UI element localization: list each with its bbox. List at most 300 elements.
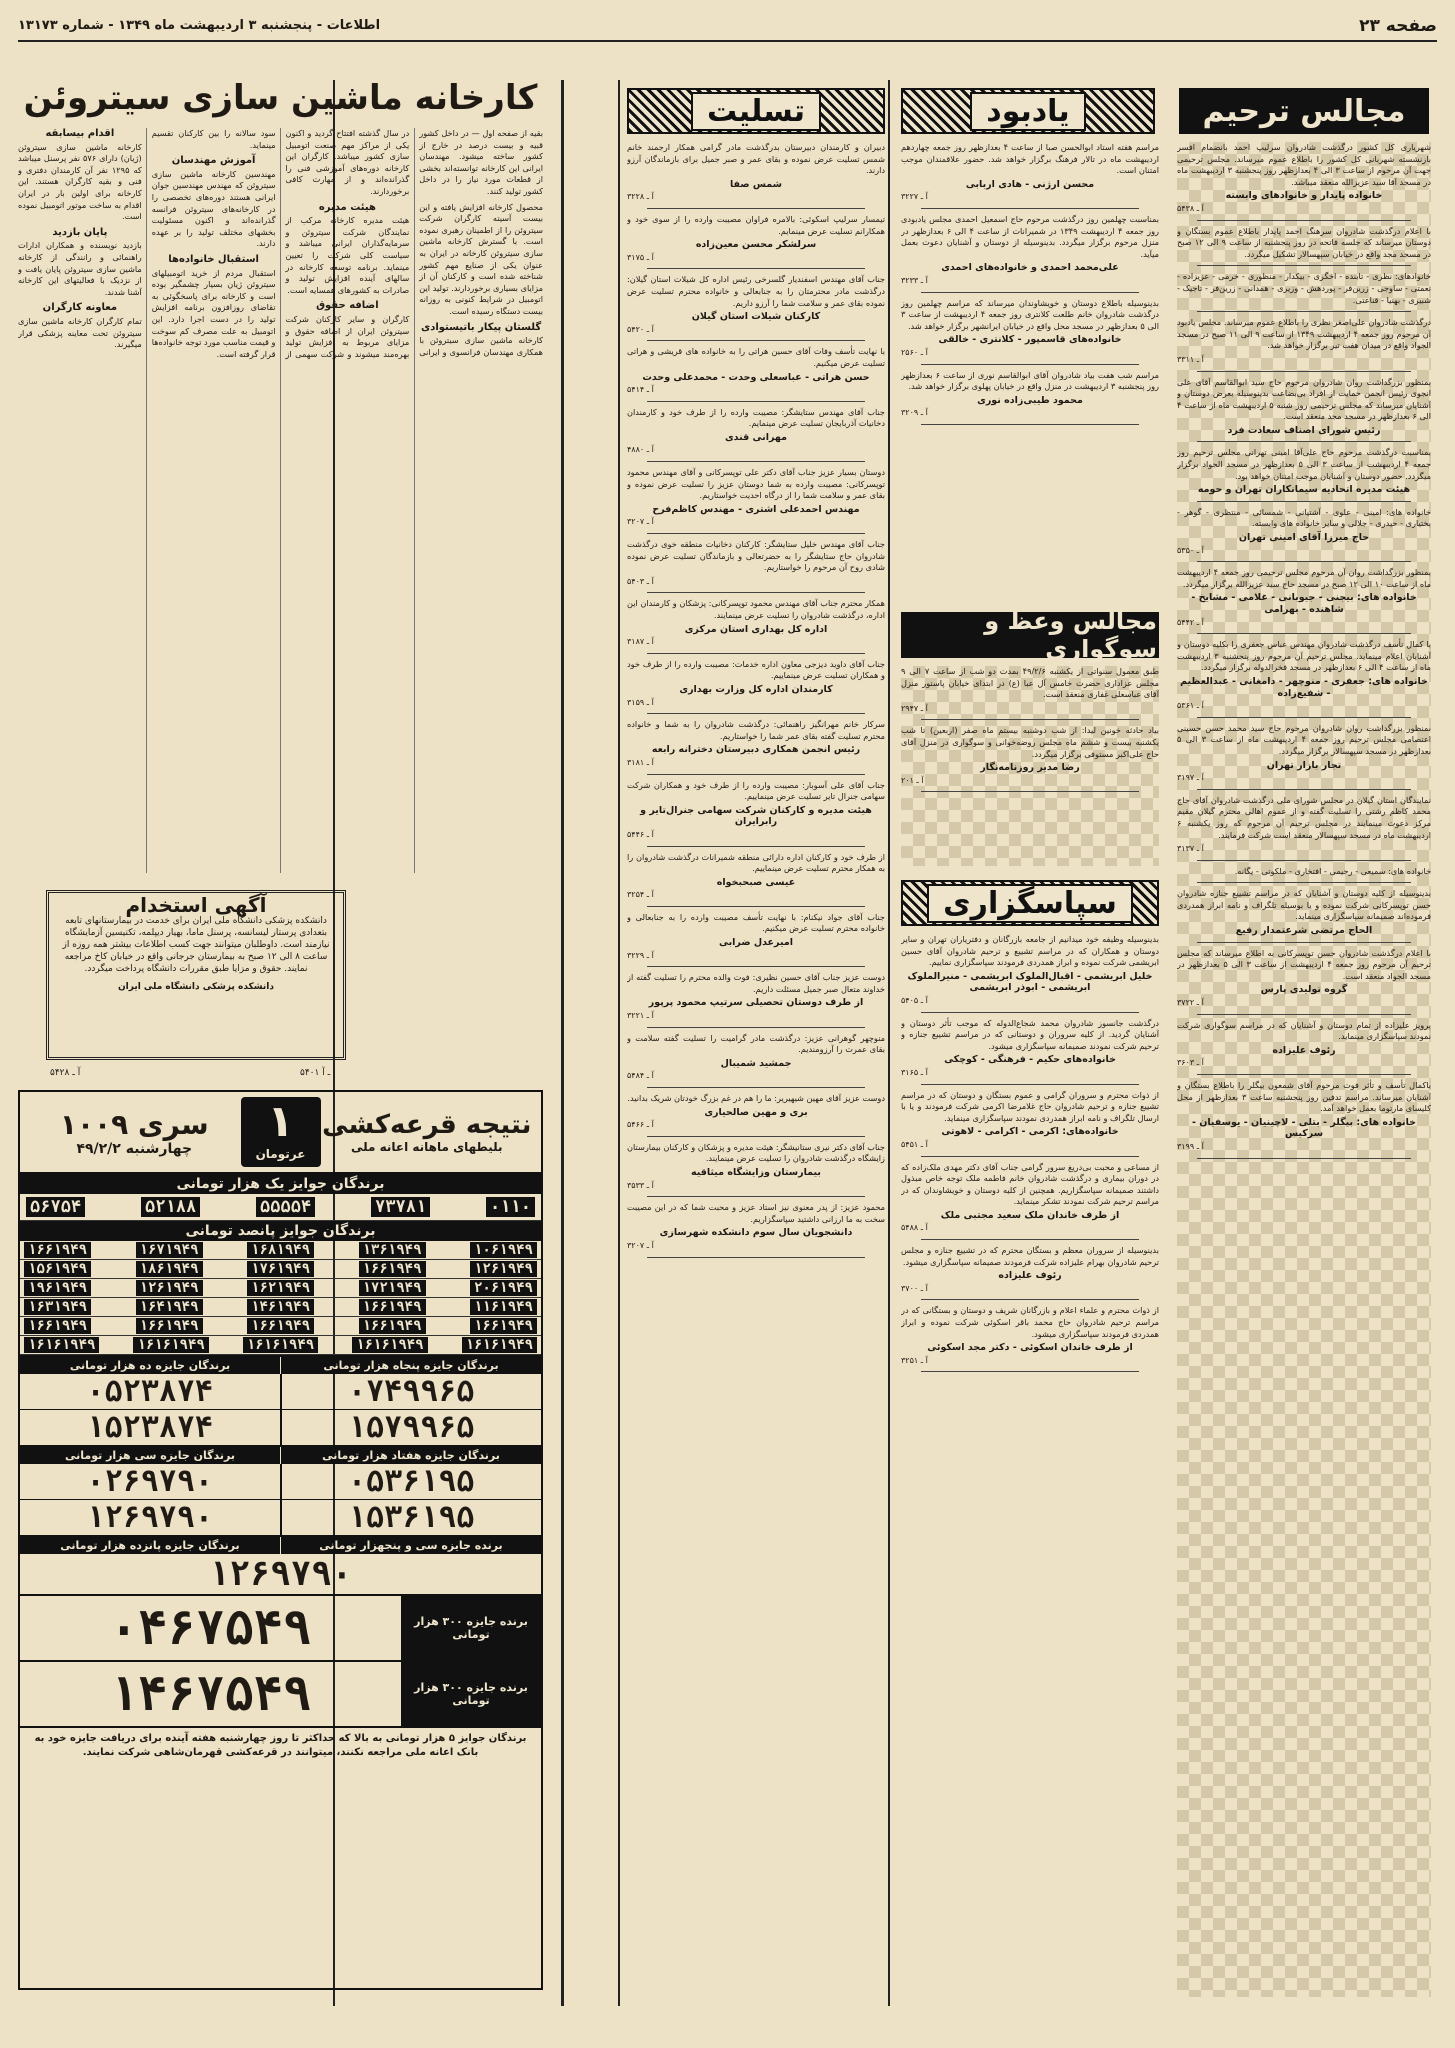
notice-separator (921, 364, 1139, 365)
section-banner-memorial (901, 88, 1155, 134)
notice-text: تیمسار سرلیپ اسکوئی: بالامره فراوان مصیبت وارده را از سوی خود و همکارانم تسلیت عرض مینمایم. (627, 213, 885, 236)
prize-500-number: ۱۶۶۱۹۴۹ (359, 1261, 426, 1277)
notice (627, 214, 885, 263)
prize-row (20, 1409, 541, 1445)
notice (901, 1090, 1159, 1151)
notice-code: آ ـ ۳۷۰۰ (901, 1283, 928, 1293)
col2-thanks-notices (901, 934, 1159, 1999)
notice-code: آ ـ ۳۱۸۷ (627, 637, 654, 647)
grand-prize-row (20, 1594, 541, 1660)
notice (901, 1245, 1159, 1294)
notice-text: بمناسبت درگذشت مرحوم حاج علی‌آقا امینی تهرانی مجلس ترحیم روز جمعه ۴ اردیبهشت از ساعت ۳ الی ۵ بعدازظهر در مسجد الجواد برگزار میگردد. حضور دوستان و آشنایان موجب امتنان خواهد بود. (1177, 447, 1431, 481)
notice-code: آ ـ ۳۶۰۳ (1177, 1058, 1204, 1068)
prize-500-number: ۱۳۶۱۹۴۹ (359, 1242, 426, 1258)
lottery-subtitle: بلیطهای ماهانه اعانه ملی (350, 1140, 503, 1154)
prize-number: ۱۲۶۹۷۹۰ (86, 1500, 213, 1535)
notice-separator (647, 653, 865, 654)
notice-separator (647, 592, 865, 593)
notice-separator (1197, 371, 1411, 372)
prize-500-number: ۱۹۶۱۹۴۹ (24, 1280, 91, 1296)
notice (1177, 447, 1431, 495)
notice (1177, 795, 1431, 855)
notice-text: دوست عزیز جناب آقای حسین نظیری: فوت والده محترم را تسلیت گفته از خداوند متعال صبر جمیل مسئلت داریم. (627, 972, 885, 994)
notice-text: با اعلام درگذشت شادروان سرهنگ احمد پایدار باطلاع عموم بستگان و دوستان میرساند که جلسه فاتحه در روز پنجشنبه از ساعت ۹ الی ۱۲ صبح در مسجد مجد واقع در خیابان سپهسالار تشکیل میگردد. (1177, 225, 1431, 259)
notice-separator (647, 846, 865, 847)
notice-signature: بری و مهین صالحیاری (704, 1106, 808, 1118)
lottery-title: نتیجه قرعه‌کشی (322, 1110, 532, 1140)
lottery-header (20, 1092, 541, 1174)
notice-code: آ ـ ۵۴۸۸ (901, 1223, 928, 1233)
prize-500-number: ۱۶۱۶۱۹۴۹ (24, 1337, 99, 1353)
ad-title: آگهی استخدام (125, 893, 267, 917)
notice-text: از مساعی و محبت بی‌دریغ سرور گرامی جناب آقای دکتر مهدی ملک‌زاده که در دوران بیماری و درگذشت شادروان خانم فاطمه ملک توجه خاص مبذول داشتند صمیمانه سپاسگزاریم. همچنین از کلیه دوستان و خویشاوندان که در مراسم ترحیم شرکت نمودند تشکر مینماید. (901, 1161, 1159, 1207)
notice-code: آ ـ ۳۲۰۹ (901, 408, 928, 418)
notice-signature: کارکنان شیلات استان گیلان (691, 311, 821, 323)
notice-separator (647, 1257, 865, 1258)
notice-text: بدینوسیله وظیفه خود میدانیم از جامعه بازرگانان و دفتریاران تهران و سایر دوستان و همکاران که در مراسم تشییع و ترحیم شادروان آقای حسین ابریشمی شرکت نموده و ابراز همدردی فرمودند سپاسگزاری نماییم. (901, 934, 1159, 968)
prize-500-number: ۱۶۶۱۹۴۹ (24, 1242, 91, 1258)
notice-text: جناب آقای مهندس اسفندیار گلسرخی رئیس اداره کل شیلات استان گیلان: درگذشت مادر محترمتان را به جنابعالی و خانواده محترم تسلیت عرض نموده بقای عمر و سلامت شما را آرزو داریم. (627, 274, 885, 308)
notice-code: آ ـ ۵۳۶۱ (1177, 701, 1204, 711)
ad-text: دانشکده پزشکی دانشگاه ملی ایران برای خدمت در بیمارستانهای تابعه بتعدادی پرستار لیسانسه، پرسنل ماما، بهیار دیپلمه، تکنیسین آزمایشگاه نیازمند است. داوطلبان میتوانند جهت کسب اطلاعات بیشتر همه روزه از ساعت ۸ الی ۱۲ صبح به بیمارستان جرجانی واقع در خیابان کاخ مراجعه نمایند. حقوق و مزایا طبق مقررات دانشگاه پرداخت میگردد. (62, 916, 330, 974)
prize-500-number: ۱۶۶۱۹۴۹ (470, 1318, 537, 1334)
prize-500-grid (20, 1241, 541, 1355)
badge-text: عرتومان (255, 1147, 306, 1161)
notice-code: آ ـ ۳۲۲۹ (627, 950, 654, 960)
grand-prize-number: ۰۴۶۷۵۴۹ (109, 1600, 312, 1656)
notice-separator (1197, 561, 1411, 562)
page-header (18, 14, 1437, 42)
notice-signature: خانواده های: بیگلر - بتلی - لاچینیان - یوسفیان - سرکیس (1191, 1116, 1417, 1140)
notice-code: آ ـ ۳۱۸۱ (627, 757, 654, 767)
lottery-series: سری ۱۰۰۹ (59, 1107, 209, 1141)
prize-500-number: ۱۷۶۱۹۴۹ (247, 1261, 314, 1277)
prize-bar-500: برندگان جوایز پانصد تومانی (20, 1221, 541, 1241)
lottery-footer: برندگان جوایز ۵ هزار تومانی به بالا که حداکثر تا روز چهارشنبه هفته آینده برای دریافت جایزه خود به بانک اعانه ملی مراجعه نکنند، میتوانند در قرعه‌کشی قهرمان‌شاهی شرکت نمایند. (20, 1726, 541, 1764)
col2-mourning-notices (901, 666, 1159, 866)
prize-500-row (20, 1336, 541, 1355)
notice-text: جناب آقای جواد نیکنام: با نهایت تأسف مصیبت وارده را به جنابعالی و خانواده محترم تسلیت عرض میکنیم. (627, 911, 885, 934)
notice-signature: امیرعدل ضرابی (719, 937, 793, 949)
notice-separator (1197, 789, 1411, 790)
prize-500-number: ۱۶۱۶۱۹۴۹ (243, 1337, 318, 1353)
notice-separator (647, 713, 865, 714)
prize-500-number: ۱۶۱۶۱۹۴۹ (462, 1337, 537, 1353)
prize-500-row (20, 1317, 541, 1336)
notice-text: بمناسبت چهلمین روز درگذشت مرحوم حاج اسمعیل احمدی مجلس یادبودی روز جمعه ۴ اردیبهشت ۱۳۴۹ در شمیرانات از ساعت ۴ الی ۶ بعدازظهر در منزل مرحوم برگزار میگردد. بدینوسیله از دوستان و آشنایان دعوت بعمل میآید. (901, 213, 1159, 259)
prize-500-number: ۱۱۶۱۹۴۹ (470, 1299, 537, 1315)
notice-signature: اداره کل بهداری استان مرکزی (684, 623, 828, 635)
notice (901, 370, 1159, 419)
prize-number: ۰۲۶۹۷۹۰ (86, 1464, 213, 1499)
notice-text: طبق معمول سنواتی از یکشنبه ۴۹/۲/۶ بمدت دو شب از ساعت ۷ الی ۹ مجلس عزاداری حضرت خامس آل عبا (ع) در ابتدای خیابان پاستور منزل آقای عباسعلی غفاری منعقد است. (901, 666, 1159, 700)
notice-signature: رضا مدیر روزنامه‌نگار (980, 762, 1080, 774)
notice-signature: حاج میرزا آقای امینی تهران (1238, 532, 1370, 544)
notice-separator (647, 966, 865, 967)
notice-separator (921, 424, 1139, 425)
issue-info: اطلاعات - پنجشنبه ۳ اردیبهشت ماه ۱۳۴۹ - شماره ۱۳۱۷۳ (18, 18, 381, 33)
notice (1177, 723, 1431, 784)
notice-code: آ ـ ۵۴۸۴ (627, 1071, 654, 1081)
prize-labels-row (20, 1445, 541, 1464)
notice (901, 934, 1159, 1007)
prize-number: ۰۷۴۹۹۶۵ (280, 1374, 542, 1409)
notice-code: آ ـ ۳۷۲۲ (1177, 998, 1204, 1008)
prize-labels-row (20, 1535, 541, 1554)
article-subheading: گلستان پیکار باتیستوادی (421, 321, 542, 333)
notice-code: آ ـ ۵۴۳۸ (1177, 203, 1204, 213)
notice-separator (647, 906, 865, 907)
notice (627, 467, 885, 528)
divider (888, 80, 890, 2006)
prize-1000-number: ۵۵۵۵۴ (256, 1197, 315, 1217)
prize-500-number: ۱۶۶۱۹۴۹ (247, 1318, 314, 1334)
prize-label: برندگان جایزه پنجاه هزار تومانی (280, 1357, 541, 1374)
notice-text: نمایندگان استان گیلان در مجلس شورای ملی درگذشت شادروان آقای حاج محمد کاظم رشتی را تسلیت گفته و از عموم اهالی محترم گیلان مقیم مرکز دعوت مینمایند در مجلس ترحیم آن مرحوم که روز یکشنبه ۶ اردیبهشت ماه در مسجد سپهسالار منعقد است شرکت فرمایند. (1177, 794, 1431, 840)
notice-separator (921, 208, 1139, 209)
notice (901, 1162, 1159, 1235)
notice-code: آ ـ ۳۵۳۳ (627, 1180, 654, 1190)
notice-separator (1197, 942, 1411, 943)
notice-text: همکار محترم جناب آقای مهندس محمود توپسرکانی: پزشکان و کارمندان این اداره، درگذشت شادروان را تسلیت عرض مینمایند. (627, 598, 885, 620)
notice-signature: کارمندان اداره کل وزارت بهداری (679, 683, 833, 695)
prize-number: ۱۵۳۶۱۹۵ (280, 1500, 542, 1535)
notice-text: از ذوات محترم و علماء اعلام و بازرگانان شریف و دوستان و بستگانی که در مراسم ترحیم شادروان حاج محمد باقر اسکوئی شرکت نموده و ابراز همدردی فرمودند سپاسگزاری میشود. (901, 1305, 1159, 1339)
prize-500-number: ۱۴۶۱۹۴۹ (247, 1299, 314, 1315)
notice-signature: رئیس شورای اصناف سعادت فرد (1227, 424, 1381, 436)
notice-separator (1197, 1074, 1411, 1075)
notice-code: آ ـ ۳۱۵۹ (627, 697, 654, 707)
notice-signature: خانواده پایدار و خانوادهای وابسته (1225, 190, 1383, 202)
notice-code: آ ـ ۳۲۲۱ (627, 1011, 654, 1021)
notice-code: آ ـ ۵۴۴۲ (1177, 617, 1204, 627)
notice-separator (647, 340, 865, 341)
notice-code: آ ـ ۳۲۵۴ (627, 890, 654, 900)
notice-signature: الحاج مرتضی شرعتمدار رفیع (1235, 925, 1373, 937)
notice-separator (647, 533, 865, 534)
divider (618, 80, 620, 2006)
notice-code: آ ـ ۵۴۰۳ (627, 576, 654, 586)
prize-500-number: ۱۶۶۱۹۴۹ (136, 1318, 203, 1334)
notice-separator (1197, 1158, 1411, 1159)
grand-prize-label: برنده جایزه ۳۰۰ هزار تومانی (401, 1662, 541, 1726)
notice-code: آ ـ ۵۴۰۵ (901, 995, 928, 1005)
notice-code: آ ـ ۵۴۱۴ (627, 385, 654, 395)
notice-signature: هیئت مدیره و کارکنان شرکت سهامی جنرال‌تایر و رابرایران (640, 804, 872, 828)
notice (627, 912, 885, 961)
notice-text: منوچهر گوهرانی عزیز: درگذشت مادر گرامیت را تسلیت گفته سلامت و بقای عمرت را آرزومندیم. (627, 1032, 885, 1055)
notice-code: آ ـ ۳۱۶۵ (901, 1067, 928, 1077)
prize-500-number: ۱۶۳۱۹۴۹ (24, 1299, 91, 1315)
notice-text: پرویز علیزاده از تمام دوستان و آشنایان که در مراسم سوگواری شرکت نمودند سپاسگزاری مینماید. (1177, 1019, 1431, 1042)
section-banner-condolence-meetings (1179, 88, 1429, 134)
notice-signature: از طرف خاندان ملک سعید مجتبی ملک (940, 1209, 1120, 1221)
notice-signature: خانواده‌های حکیم - فرهنگی - کوچکی (944, 1054, 1116, 1066)
prize-number: ۱۵۷۹۹۶۵ (280, 1410, 542, 1445)
notice (1177, 1020, 1431, 1069)
prize-label: برندگان جایزه هفتاد هزار تومانی (280, 1447, 541, 1464)
prize-number: ۰۵۲۳۸۷۴ (86, 1374, 213, 1409)
article-headline: کارخانه ماشین سازی سیتروئن (23, 78, 538, 118)
notice-separator (921, 1156, 1139, 1157)
notice-code: آ ـ ۵۳۵۰ (1177, 545, 1204, 555)
prize-label: برندگان جایزه ده هزار تومانی (20, 1357, 280, 1374)
notice-text: بیاد حادثه خونین لیدا: از شب دوشنبه بیستم ماه صفر (اربعین) تا شب یکشنبه بیست و ششم ماه مجلس روضه‌خوانی و سوگواری در منزل آقای حاج علی‌اکبر مستوفی برگزار میگردد. (901, 725, 1159, 759)
prize-500-number: ۱۶۶۱۹۴۹ (359, 1299, 426, 1315)
notice-code: آ ـ ۳۱۹۷ (1177, 773, 1204, 783)
notice (1177, 317, 1431, 365)
article-paragraph: هیئت مدیره کارخانه مرکب از نمایندگان شرکت سیتروئن و سرمایه‌گذاران ایرانی میباشد و سیاست کلی شرکت را تعیین مینماید. برنامه توسعه کارخانه در سالهای آینده افزایش تولید و صادرات به کشورهای همسایه است. (285, 215, 410, 295)
notice (1177, 639, 1431, 712)
notice (627, 1033, 885, 1082)
notice-separator (921, 1012, 1139, 1013)
notice-text: جناب آقای داوید دیزجی معاون اداره خدمات: مصیبت وارده را از طرف خود و همکاران تسلیت عرض مینماییم. (627, 658, 885, 681)
notice-separator (1197, 633, 1411, 634)
notice-code: آ ـ ۳۲۲۸ (627, 192, 654, 202)
prize-label: برنده جایزه سی و پنجهزار تومانی (280, 1537, 541, 1554)
notice-text: بدینوسیله باطلاع دوستان و خویشاوندان میرساند که مراسم چهلمین روز درگذشت شادروان خانم طلعت کلانتری روز جمعه ۴ اردیبهشت از ساعت ۳ الی ۵ بعدازظهر در مسجد محل واقع در خیابان ایرانشهر برگزار خواهد شد. (901, 297, 1159, 331)
notice-code: آ ـ ۳۲۰۷ (627, 517, 654, 527)
notice-separator (1197, 882, 1411, 883)
notice-text: با اعلام درگذشت شادروان حسن توپسرکانی به اطلاع میرساند که مجلس ترحیم آن مرحوم روز جمعه ۴ اردیبهشت از ساعت ۳ الی ۵ بعدازظهر در مسجد الجواد منعقد است. (1177, 947, 1431, 981)
notice (1177, 567, 1431, 628)
notice-text: جناب آقای مهندس ستایشگر: مصیبت وارده را از طرف خود و کارمندان دخانیات آذربایجان تسلیت عرض مینمایم. (627, 406, 885, 429)
notice-text: با کمال تأسف درگذشت شادروان مهندس عباس جعفری را بکلیه دوستان و آشنایان اعلام مینماید. مجلس ترحیم آن مرحوم روز پنجشنبه ۳ اردیبهشت ماه از ساعت ۴ الی ۶ بعدازظهر در مسجد فخرالدوله برگزار میگردد. (1177, 639, 1431, 673)
notice-text: بمنظور بزرگداشت روان شادروان مرحوم حاج سید ابوالقاسم آقای علی انجوی رئیس انجمن حمایت از افراد بی‌بضاعت بدینوسیله بعرض دوستان و آشنایان میرساند که مجلس ترحیمی روز شنبه ۵ اردیبهشت ماه از ساعت ۴ الی ۶ بعدازظهر در مسجد مجد منعقد است. (1177, 376, 1431, 422)
notice (627, 780, 885, 841)
notice-text: دوستان بسیار عزیز جناب آقای دکتر علی توپسرکانی و آقای مهندس محمود توپسرکانی: مصیبت وارده به شما دوستان عزیز را تسلیت عرض نموده و بقای عمر و سلامت شما را از درگاه احدیت خواستاریم. (627, 467, 885, 501)
notice-text: جناب آقای دکتر نیری ستانیشگر: هیئت مدیره و پزشکان و کارکنان بیمارستان زایشگاه درگذشت شادروان را تسلیت عرض مینمایند. (627, 1141, 885, 1164)
notice-code: آ ـ ۳۱۳۷ (1177, 844, 1204, 854)
article-subheading: پایان بازدید (52, 226, 108, 238)
notice-separator (1197, 717, 1411, 718)
article-paragraph: کارخانه ماشین سازی سیتروئن با همکاری مهندسان فرانسوی و ایرانی در سال گذشته افتتاح گردید و اکنون یکی از مراکز مهم صنعت اتومبیل سازی کشور میباشد. کارگران این کارخانه دوره‌های آموزشی فنی را گذرانده‌اند و از مهارت کافی برخوردارند. (285, 128, 543, 357)
notice (901, 214, 1159, 287)
prize-500-number: ۱۰۶۱۹۴۹ (470, 1242, 537, 1258)
notice-separator (647, 208, 865, 209)
notice-separator (647, 1027, 865, 1028)
notice-signature: محمود طیبی‌زاده نوری (977, 394, 1083, 406)
notice (627, 598, 885, 647)
section-title: سپاسگزاری (927, 884, 1133, 923)
notice-text: باکمال تأسف و تأثر فوت مرحوم آقای شمعون بیگلر را باطلاع بستگان و آشنایان میرساند. مراسم تدفین روز پنجشنبه ساعت ۳ بعدازظهر از محل کلیسای مارتوما بعمل خواهد آمد. (1177, 1080, 1431, 1114)
prize-number: ۱۵۲۳۸۷۴ (86, 1410, 213, 1445)
notice-code: آ ـ ۳۲۰۷ (627, 1240, 654, 1250)
notice (627, 1093, 885, 1131)
col3-sympathy-notices (627, 142, 885, 1999)
grand-prize-number: ۱۴۶۷۵۴۹ (109, 1666, 312, 1722)
section-banner-mourning (901, 607, 1159, 663)
notice-text: از ذوات محترم و سروران گرامی و عموم بستگان و دوستان که در مراسم تشییع جنازه و ترحیم شادروان حاج غلامرضا اکرمی شرکت فرمودند و یا با ارسال تلگراف و نامه ابراز همدردی نمودند سپاسگزاری مینماید. (901, 1089, 1159, 1123)
section-banner-thanks (901, 880, 1159, 926)
notice-separator (921, 292, 1139, 293)
prize-label: برندگان جایزه پانزده هزار تومانی (20, 1537, 280, 1554)
badge-number: ۱ (267, 1096, 294, 1147)
notice (627, 407, 885, 456)
notice-signature: هیئت مدیره اتحادیه سیمانکاران تهران و حومه (1197, 484, 1411, 496)
notice (627, 274, 885, 335)
notice-text: خانواده های: سمیعی - رحیمی - افتخاری - ملکوتی - یگانه. (1234, 865, 1431, 876)
notice-signature: مهرانی قندی (724, 431, 788, 443)
notice-separator (921, 1371, 1139, 1372)
notice-signature: رئوف علیزاده (998, 1270, 1062, 1282)
notice-signature: حسن هراتی - عباسعلی وحدت - محمدعلی وحدت (642, 371, 870, 383)
article-subheading: آموزش مهندسان (171, 155, 256, 167)
notice-text: بدینوسیله از کلیه دوستان و آشنایان که در مراسم تشییع جنازه شادروان حسن توپسرکانی شرکت نموده و یا بوسیله تلگراف و نامه ابراز همدردی فرموده‌اند صمیمانه سپاسگزاری مینماید. (1177, 888, 1431, 922)
notice-signature: بیمارستان وزایشگاه میثاقیه (691, 1166, 821, 1178)
prize-number: ۱۲۶۹۷۹۰ (208, 1554, 353, 1594)
notice-separator (1197, 220, 1411, 221)
notice (627, 972, 885, 1021)
notice-code: آ ـ ۳۲۳۳ (901, 275, 928, 285)
article-subheading: استقبال خانواده‌ها (168, 253, 259, 265)
job-ad (46, 890, 346, 1060)
prize-row (20, 1374, 541, 1409)
notice-code: آ ـ ۵۴۵۱ (901, 1139, 928, 1149)
notice (627, 852, 885, 901)
notice (1177, 271, 1431, 306)
notice (627, 1202, 885, 1251)
prize-number: ۰۵۳۶۱۹۵ (280, 1464, 542, 1499)
notice-signature: شمس صفا (729, 178, 783, 190)
prize-500-row (20, 1241, 541, 1260)
notice-separator (921, 791, 1139, 792)
notice-separator (647, 268, 865, 269)
notice (901, 298, 1159, 359)
lottery-badge (241, 1097, 321, 1167)
article-subheading: معاونه کارگران (42, 302, 118, 314)
notice-separator (921, 1239, 1139, 1240)
notice-code: آ ـ ۲۹۴۷ (901, 703, 928, 713)
notice (901, 1305, 1159, 1366)
prize-500-number: ۱۶۶۱۹۴۹ (24, 1318, 91, 1334)
prize-500-number: ۱۲۶۱۹۴۹ (470, 1261, 537, 1277)
prize-500-number: ۱۶۲۱۹۴۹ (247, 1280, 314, 1296)
notice-code: آ ـ ۳۲۵۱ (901, 1355, 928, 1365)
prize-1000-number: ۰۱۱۰ (486, 1197, 535, 1217)
notice (901, 142, 1159, 203)
notice-signature: تجار بازار تهران (1266, 759, 1342, 771)
notice-signature: محسن ارژنی - هادی اربابی (965, 178, 1095, 190)
notice (1177, 888, 1431, 936)
notice (627, 539, 885, 587)
notice-code: آ ـ ۳۱۷۵ (627, 252, 654, 262)
notice-code: آ ـ ۲۵۶۰ (901, 347, 928, 357)
notice-separator (647, 1087, 865, 1088)
section-banner-sympathy (627, 88, 885, 134)
notice-text: درگذشت جانسوز شادروان محمد شجاع‌الدوله که موجب تأثر دوستان و آشنایان گردید. از کلیه سروران و دوستانی که در مراسم تشییع جنازه و ترحیم شرکت نمودند صمیمانه سپاسگزاری میشود. (901, 1017, 1159, 1051)
prize-500-number: ۱۶۱۶۱۹۴۹ (133, 1337, 208, 1353)
notice-signature: خانواده های: جعفری - منوچهر - دامغانی - عبدالعظیم - شفیع‌زاده (1180, 675, 1428, 699)
lottery-results (18, 1090, 543, 1990)
page-number: صفحه ۲۳ (1359, 16, 1437, 36)
notice-text: خانوادهای: نظری - تابنده - اخگری - بیکدار - منظوری - خرمی - عزیزاده - نعمتی - ساوجی - زرین‌فر - پوردهش - وزیری - همدانی - زرین‌فر - تاجیک - شبیری - بهنیا - قناعتی. (1177, 271, 1431, 305)
notice-text: خانواده های: امینی - علوی - آشتیانی - شمسائی - منتظری - گوهر - بختیاری - حیدری - جلالی و سایر خانواده های وابسته. (1177, 506, 1431, 529)
notice-separator (1197, 1014, 1411, 1015)
prize-500-number: ۱۶۷۱۹۴۹ (136, 1242, 203, 1258)
notice-text: محمود عزیز: از پدر معنوی نیز استاد عزیز و محبت شما که در این مصیبت سخت به ما ارزانی داشتید سپاسگزاریم. (627, 1202, 885, 1224)
prize-1000-number: ۷۳۷۸۱ (371, 1197, 430, 1217)
notice-separator (647, 1196, 865, 1197)
article-paragraph: کارخانه ماشین سازی سیتروئن (ژیان) دارای ۵۷۶ نفر پرسنل میباشد که ۱۲۹۵ نفر آن کارمندان دفتری و فنی و بقیه کارگران هستند. این کارخانه برای اولین بار در ایران اقدام به ساخت موتور اتومبیل نموده است. (18, 141, 142, 222)
notice-signature: رئوف علیزاده (1272, 1044, 1336, 1056)
notice-text: جناب آقای مهندس خلیل ستایشگر: کارکنان دخانیات منطقه خوی درگذشت شادروان حاج ستایشگر را به حضرتعالی و بازماندگان تسلیت عرض نموده شادی روح آن مرحوم را خواستاریم. (627, 539, 885, 573)
col2-memorial-notices (901, 142, 1159, 597)
article-intro: بقیه از صفحه اول — در داخل کشور قبیه و بیست درصد در خارج از کشور ساخته میشود. مهندسان ایرانی این کارخانه توانسته‌اند بخشی از قطعات مورد نیاز را در داخل کشور تولید کنند. (419, 128, 543, 196)
prize-1000-number: ۵۶۷۵۴ (26, 1197, 85, 1217)
notice-signature: عیسی صبحبخواه (716, 876, 796, 888)
prize-500-number: ۲۰۶۱۹۴۹ (470, 1280, 537, 1296)
prize-row (20, 1499, 541, 1535)
ad-code: آ ـ ۵۴۲۸ (50, 1068, 81, 1078)
notice-code: آ ـ ۲۰۱ (901, 775, 924, 785)
notice-separator (1197, 501, 1411, 502)
article-paragraph: محصول کارخانه افزایش یافته و این بیست آسیته کارگران شرکت سیتروئن را از اطمینان رهبری نموده است. با گسترش کارخانه ماشین سازی سیتروئن کارخانه در ایران به عنوان یکی از صنایع مهم کشور شناخته شده است و کارکنان آن از مزایای بسیاری برخوردارند. تولید این اتومبیل در شرایط کنونی به روزانه بیست دستگاه رسیده است. (419, 201, 543, 316)
article-paragraph: بازدید نویسنده و همکاران ادارات راهنمائی و رانندگی از کارخانه ماشین سازی سیتروئن پایان یافت و از نزدیک با فعالیتهای این کارخانه آشنا شدند. (18, 240, 142, 297)
notice-separator (921, 1299, 1139, 1300)
prize-500-row (20, 1260, 541, 1279)
notice (1177, 226, 1431, 261)
notice-text: با نهایت تأسف وفات آقای حسین هراتی را به خانواده های قریشی و هراتی تسلیت عرض میکنیم. (627, 346, 885, 368)
notice (1177, 142, 1431, 215)
notice-separator (647, 401, 865, 402)
article-subheading: اقدام بیسابقه (45, 128, 115, 139)
notice (901, 666, 1159, 714)
article-paragraph: مهندسین کارخانه ماشین سازی سیتروئن که مهندس مهندسین جوان ایرانی هستند دوره‌های تخصصی را در کارخانه‌های سیتروئن فرانسه گذرانده‌اند و اکنون مسئولیت بخشهای مختلف تولید را بر عهده دارند. (151, 168, 276, 249)
notice-code: آ ـ ۵۴۶۶ (627, 1120, 654, 1130)
prize-500-row (20, 1279, 541, 1298)
notice-signature: دانشجویان سال سوم دانشکده شهرسازی (659, 1227, 853, 1239)
notice-signature: گروه تولیدی پارس (1260, 984, 1348, 996)
notice-code: آ ـ ۴۸۸۰ (627, 445, 654, 455)
notice-text: جناب آقای علی آسوبار: مصیبت وارده را از طرف خود و همکاران شرکت سهامی جنرال تایر تسلیت عرض مینماییم. (627, 779, 885, 802)
divider (561, 80, 564, 2006)
article-body (18, 128, 543, 873)
notice (1177, 507, 1431, 556)
notice (627, 719, 885, 768)
notice-separator (1197, 265, 1411, 266)
notice-text: بدینوسیله از سروران معظم و بستگان محترم که در تشییع جنازه و مجلس ترحیم شادروان بهرام علیزاده شرکت فرمودند صمیمانه سپاسگزاری میشود. (901, 1245, 1159, 1267)
prize-1000-row (20, 1194, 541, 1221)
grand-prize-label: برنده جایزه ۳۰۰ هزار تومانی (401, 1596, 541, 1660)
prize-500-number: ۱۶۶۱۹۴۹ (359, 1318, 426, 1334)
notice (627, 142, 885, 203)
notice (627, 1142, 885, 1191)
notice-text: درگذشت شادروان علی‌اصغر نظری را باطلاع عموم میرساند. مجلس یادبود آن مرحوم روز جمعه ۴ اردیبهشت ۱۳۴۹ از ساعت ۹ الی ۱۱ صبح در مسجد الجواد واقع در میدان هفت تیر برگزار خواهد شد. (1177, 317, 1431, 351)
prize-label: برندگان جایزه سی هزار تومانی (20, 1447, 280, 1464)
notice-signature: خانواده‌های: اکرمی - اکرامی - لاهوتی (941, 1126, 1119, 1138)
notice-separator (921, 1084, 1139, 1085)
notice-text: مراسم شب هفت بیاد شادروان آقای ابوالقاسم نوری از ساعت ۶ بعدازظهر روز پنجشنبه ۳ اردیبهشت در منزل واقع در خیابان پهلوی برگزار خواهد شد. (901, 369, 1159, 392)
notice (1177, 377, 1431, 437)
notice-signature: سرلشکر محسن معین‌زاده (695, 239, 817, 251)
prize-1000-number: ۵۲۱۸۸ (141, 1197, 200, 1217)
article-paragraph: کارگران و سایر کارکنان شرکت سیتروئن ایران از اضافه حقوق و مزایای مربوط به افزایش تولید بهره‌مند میشوند و شرکت سهمی از سود سالانه را بین کارکنان تقسیم مینماید. (151, 128, 410, 359)
notice-text: از طرف خود و کارکنان اداره دارائی منطقه شمیرانات درگذشت شادروان را به همکار محترم تسلیت عرض مینماییم. (627, 851, 885, 874)
notice-text: دوست عزیز آقای مهین شیهیریر: ما را هم در غم بزرگ خودتان شریک بدانید. (627, 1093, 885, 1103)
notice-signature: جمشید شمیبال (720, 1057, 792, 1069)
article-subheading: اضافه حقوق (316, 300, 379, 312)
notice-text: بمنظور بزرگداشت روان شادروان مرحوم حاج سید محمد حسن حسینی اعتصامی مجلس ترحیم روز جمعه ۴ اردیبهشت ماه از ساعت ۳ الی ۵ بعدازظهر در مسجد سپهسالار برگزار میگردد. (1177, 722, 1431, 756)
notice (627, 346, 885, 395)
ad-sign: دانشکده پزشکی دانشگاه ملی ایران (117, 982, 275, 992)
notice-separator (647, 461, 865, 462)
notice-text: شهریاری کل کشور درگذشت شادروان سرلیپ احمد بانضمام افسر بازنشسته شهربانی کل کشور را باطلاع عموم میرساند. مجلس ترحیمی جهت آن مرحوم از ساعت ۳ الی ۴ بعدازظهر روز پنجشنبه ۳ اردیبهشت ماه در مسجد آقا سید عزیزالله منعقد میباشد. (1177, 142, 1431, 187)
notice-text: سرکار خانم مهرانگیز راهنمائی: درگذشت شادروان را به شما و خانواده محترم تسلیت گفته بقای عمر شما را خواستاریم. (627, 719, 885, 741)
prize-500-number: ۱۸۶۱۹۴۹ (136, 1261, 203, 1277)
prize-row (20, 1464, 541, 1499)
section-title: مجالس وعظ و سوگواری (984, 607, 1157, 663)
